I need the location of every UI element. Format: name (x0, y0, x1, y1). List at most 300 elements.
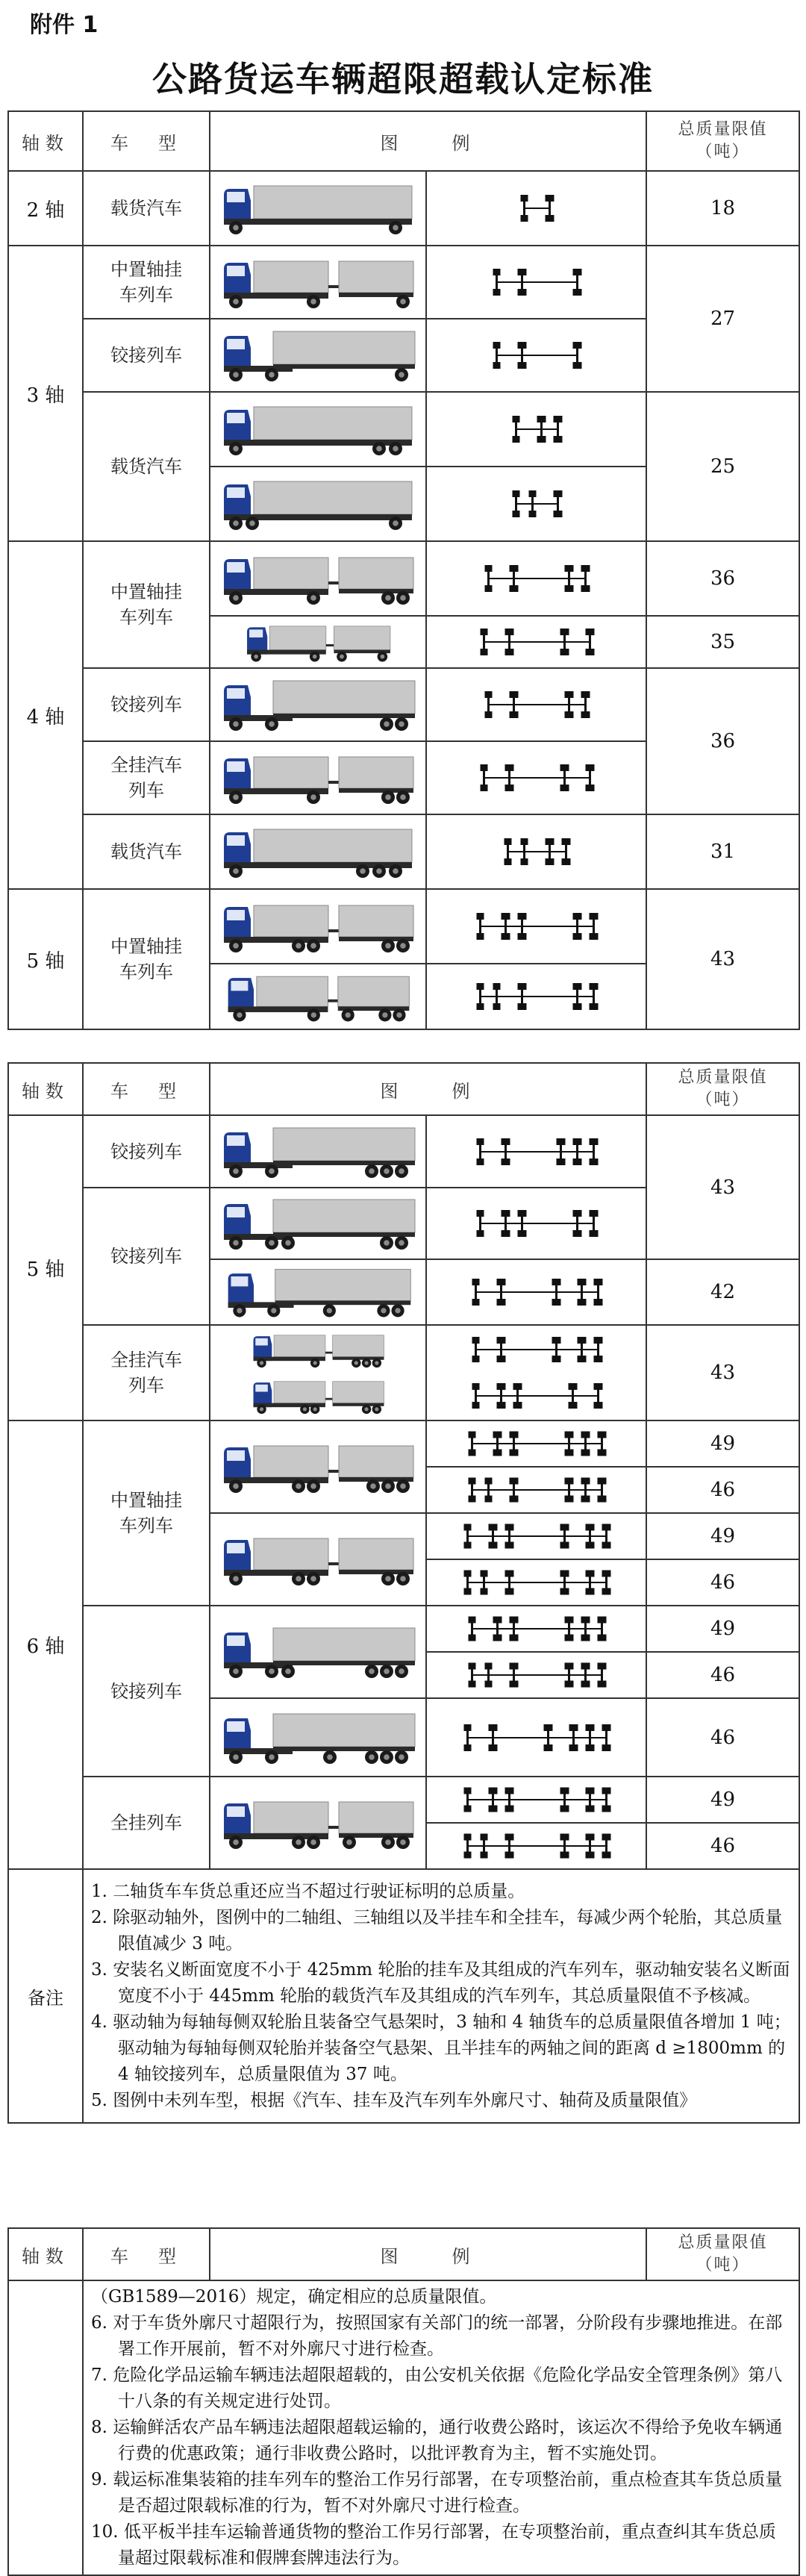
tire-mark (581, 1432, 590, 1438)
tire-mark (594, 1356, 603, 1362)
tire-mark (481, 1852, 488, 1859)
tire-mark (598, 1635, 607, 1641)
truck-image (210, 467, 426, 541)
vehicle (224, 905, 413, 952)
wheel-hub (296, 1483, 302, 1489)
tire-mark (505, 1588, 514, 1595)
axle-schematic (427, 1777, 647, 1822)
axle-schematic (427, 1700, 647, 1775)
trailer-frame (273, 1661, 415, 1665)
drawbar (326, 644, 334, 646)
tire-mark (578, 1279, 587, 1285)
wheel-hub (393, 520, 399, 526)
tire-mark (573, 1003, 582, 1010)
wheel-hub (385, 595, 391, 601)
axle-diagram (426, 1115, 646, 1188)
tire-mark (502, 1158, 510, 1165)
tire-mark (504, 838, 512, 845)
header-axle: 轴数 (8, 2228, 83, 2280)
tire-mark (552, 1279, 561, 1285)
type-full-trailer: 全挂汽车列车 (83, 1325, 210, 1420)
axle-diagram (426, 1325, 646, 1420)
trailer-box (333, 1335, 384, 1357)
wheel-hub (346, 1012, 351, 1017)
wheel-hub (285, 1240, 291, 1246)
limit-value: 25 (646, 392, 799, 541)
tire-mark (590, 1003, 599, 1010)
tire-mark (505, 1524, 514, 1531)
type-articulated: 铰接列车 (83, 1188, 210, 1325)
tire-mark (502, 1138, 510, 1145)
tire-mark (569, 1383, 578, 1390)
axle-diagram (426, 541, 646, 616)
truck-box (254, 757, 328, 788)
axle-schematic (427, 1260, 647, 1324)
vehicle-illustration (210, 617, 427, 667)
tire-mark (581, 1635, 590, 1641)
wheel-hub (360, 868, 366, 874)
vehicle-illustration (210, 246, 427, 318)
tire-mark (510, 1478, 519, 1485)
vehicle (224, 558, 413, 605)
standard-table-1 (7, 110, 800, 1030)
tire-mark (546, 858, 554, 865)
tire-mark (477, 983, 484, 990)
tire-mark (477, 913, 484, 920)
tire-mark (586, 785, 595, 791)
tire-mark (529, 490, 537, 497)
wheel-hub (381, 1308, 386, 1313)
tire-mark (481, 629, 488, 635)
tire-mark (477, 1230, 484, 1237)
tire-mark (464, 1588, 472, 1595)
truck-image (210, 1777, 426, 1869)
tire-mark (464, 1724, 472, 1731)
tire-mark (489, 1744, 498, 1751)
axle-5: 5 轴 (8, 1115, 83, 1420)
cab-window (227, 1207, 245, 1217)
tire-mark (505, 1788, 514, 1794)
tire-mark (537, 416, 546, 422)
vehicle-illustration (210, 172, 427, 244)
axle-schematic (427, 246, 647, 318)
truck-image (210, 1259, 426, 1325)
axle-schematic (427, 1514, 647, 1559)
tire-mark (565, 1617, 574, 1624)
tire-mark (573, 289, 582, 296)
tire-mark (546, 838, 554, 845)
wheel-hub (303, 1407, 307, 1411)
axle-schematic (427, 393, 647, 465)
tire-mark (602, 1852, 611, 1859)
type-articulated: 铰接列车 (83, 319, 210, 392)
limit-value: 46 (646, 1823, 799, 1869)
vehicle-illustration (210, 1373, 427, 1419)
axle-diagram (426, 392, 646, 467)
trailer-frame (273, 1232, 415, 1237)
wheel-hub (313, 1361, 317, 1365)
wheel-hub (340, 655, 344, 659)
tire-mark (602, 1788, 611, 1794)
axle-5: 5 轴 (8, 889, 83, 1029)
tire-mark (590, 983, 599, 990)
tire-mark (560, 1852, 569, 1859)
limit-value: 46 (646, 1559, 799, 1606)
wheel-hub (313, 655, 317, 659)
semi-trailer-box (273, 681, 415, 714)
tire-mark (602, 1542, 611, 1549)
tire-mark (569, 1724, 578, 1731)
tire-mark (518, 362, 527, 369)
tire-mark (554, 490, 563, 497)
note-item: 5. 图例中未列车型，根据《汽车、挂车及汽车列车外廓尺寸、轴荷及质量限值》 (91, 2090, 697, 2110)
tire-mark (586, 1852, 595, 1859)
tire-mark (552, 1356, 561, 1362)
wheel-hub (327, 1754, 333, 1760)
tire-mark (573, 362, 582, 369)
tire-mark (581, 565, 590, 572)
tire-mark (573, 1230, 582, 1237)
wheel-hub (269, 372, 275, 378)
tire-mark (598, 1617, 607, 1624)
wheel-hub (400, 299, 406, 305)
tire-mark (598, 1496, 607, 1503)
tire-mark (578, 1299, 587, 1306)
header-example: 图 例 (210, 111, 646, 171)
tire-mark (581, 1450, 590, 1456)
trailer-box (338, 976, 410, 1006)
wheel-hub (296, 943, 302, 949)
drawbar (325, 1398, 333, 1400)
truck-image (210, 1606, 426, 1698)
truck-box (257, 976, 328, 1006)
wheel-hub (254, 655, 258, 659)
truck-image (210, 1115, 426, 1188)
tire-mark (510, 1663, 519, 1670)
vehicle-illustration (210, 669, 427, 740)
tire-mark (469, 1478, 476, 1485)
tire-mark (521, 838, 528, 845)
tire-mark (518, 1210, 527, 1217)
wheel-hub (233, 446, 239, 452)
semi-trailer-box (275, 1269, 411, 1300)
truck-box (254, 905, 328, 937)
vehicle-illustration (210, 742, 427, 814)
wheel-hub (233, 721, 239, 727)
tire-mark (472, 1337, 480, 1344)
trailer-box (339, 1446, 413, 1477)
drawbar (325, 1352, 333, 1354)
wheel-hub (384, 1240, 390, 1246)
cab-window (227, 562, 245, 573)
truck-image (210, 964, 426, 1029)
axle-schematic (427, 543, 647, 614)
wheel-hub (310, 943, 316, 949)
wheel-hub (369, 1668, 375, 1674)
tire-mark (502, 933, 510, 940)
wheel-hub (233, 1240, 239, 1246)
tire-mark (562, 838, 571, 845)
cab-window (227, 266, 245, 276)
tire-mark (581, 691, 590, 698)
type-articulated: 铰接列车 (83, 668, 210, 741)
cab-window (227, 910, 245, 920)
tire-mark (594, 1402, 603, 1409)
cab-window (249, 629, 263, 637)
wheel-hub (376, 446, 382, 452)
axle-schematic (427, 468, 647, 540)
tire-mark (602, 1524, 611, 1531)
tire-mark (510, 691, 519, 698)
wheel-hub (233, 1168, 239, 1174)
tire-mark (505, 629, 514, 635)
cargo-box (254, 186, 412, 219)
truck-image (210, 171, 426, 246)
axle-diagram (426, 668, 646, 741)
tire-mark (586, 1724, 595, 1731)
tire-mark (565, 565, 574, 572)
wheel-hub (233, 943, 239, 949)
tire-mark (485, 711, 493, 718)
truck-image (210, 1325, 426, 1420)
tire-mark (586, 1834, 595, 1841)
tire-mark (565, 585, 574, 592)
tire-mark (518, 342, 527, 349)
cab-window (231, 1276, 248, 1286)
tire-mark (598, 1663, 607, 1670)
note-item: （GB1589—2016）规定，确定相应的总质量限值。 (91, 2287, 497, 2307)
wheel-hub (364, 1361, 368, 1365)
vehicle-illustration (210, 543, 427, 614)
note-item: 4. 驱动轴为每轴每侧双轮胎且装备空气悬架时，3 轴和 4 轴货车的总质量限值各增加 1 吨；驱动轴为每轴每侧双轮胎并装备空气悬架、且半挂车的两轴之间的距离 d ≥1800mm 的 4 轴铰接列车，总质量限值为 37 吨。 (91, 2012, 791, 2084)
tire-mark (497, 1337, 506, 1344)
wheel-hub (393, 225, 399, 231)
tire-mark (485, 1496, 493, 1503)
axle-schematic (427, 1468, 647, 1512)
tire-mark (510, 1496, 519, 1503)
note-item: 3. 安装名义断面宽度不小于 425mm 轮胎的挂车及其组成的汽车列车，驱动轴安装名义断面宽度不小于 445mm 轮胎的载货汽车及其组成的汽车列车，其总质量限值不予核减。 (91, 1959, 790, 2006)
header-type: 车 型 (83, 1063, 210, 1115)
truck-image (210, 668, 426, 741)
wheel-hub (296, 1839, 302, 1845)
tire-mark (565, 711, 574, 718)
wheel-hub (233, 595, 239, 601)
tire-mark (469, 1450, 476, 1456)
tire-mark (565, 1432, 574, 1438)
tire-mark (510, 1635, 519, 1641)
axle-diagram (426, 1606, 646, 1652)
wheel-hub (384, 1668, 390, 1674)
truck-image (210, 246, 426, 319)
wheel-hub (285, 1668, 291, 1674)
notes-label-empty (8, 2280, 83, 2575)
vehicle (224, 757, 413, 804)
axle-schematic (427, 172, 647, 244)
tire-mark (493, 1635, 502, 1641)
tire-mark (489, 1788, 498, 1794)
tire-mark (481, 649, 488, 655)
tire-mark (573, 1158, 582, 1165)
truck-box (254, 1538, 328, 1570)
tire-mark (477, 1003, 484, 1010)
wheel-hub (269, 1240, 275, 1246)
trailer-box (339, 261, 413, 293)
trailer-frame (275, 1300, 411, 1305)
wheel-hub (233, 1483, 239, 1489)
tire-mark (472, 1279, 480, 1285)
tire-mark (485, 585, 493, 592)
tire-mark (569, 1402, 578, 1409)
tire-mark (586, 1788, 595, 1794)
tire-mark (586, 1571, 595, 1577)
tire-mark (469, 1617, 476, 1624)
semi-trailer-box (273, 1714, 415, 1747)
truck-box (254, 1446, 328, 1477)
tire-mark (560, 1806, 569, 1812)
tire-mark (505, 1852, 514, 1859)
tire-mark (493, 983, 501, 990)
axle-6: 6 轴 (8, 1420, 83, 1869)
tire-mark (594, 1299, 603, 1306)
cab-window (227, 688, 245, 699)
axle-schematic (427, 1606, 647, 1651)
standard-table-3 (7, 2227, 800, 2576)
tire-mark (565, 1635, 574, 1641)
header-example: 图 例 (210, 2228, 646, 2280)
wheel-hub (296, 1576, 302, 1582)
limit-value: 49 (646, 1420, 799, 1467)
cab-window (227, 192, 245, 202)
vehicle (224, 681, 415, 731)
tire-mark (493, 289, 501, 296)
limit-value: 36 (646, 541, 799, 616)
wheel-hub (310, 299, 316, 305)
tire-mark (557, 1158, 566, 1165)
tire-mark (518, 289, 527, 296)
wheel-hub (399, 1240, 404, 1246)
tire-mark (544, 1724, 553, 1731)
tire-mark (594, 1279, 603, 1285)
wheel-hub (399, 721, 404, 727)
trailer-box (339, 558, 413, 589)
tire-mark (464, 1852, 472, 1859)
tire-mark (560, 649, 569, 655)
type-center-axle: 中置轴挂车列车 (83, 541, 210, 668)
type-full-trailer: 全挂列车 (83, 1777, 210, 1869)
tire-mark (510, 585, 519, 592)
wheel-hub (233, 1754, 239, 1760)
tire-mark (560, 1571, 569, 1577)
tire-mark (581, 1478, 590, 1485)
tire-mark (573, 269, 582, 275)
tire-mark (489, 1524, 498, 1531)
drawbar (328, 929, 339, 932)
wheel-hub (399, 1754, 404, 1760)
tire-mark (560, 764, 569, 771)
tire-mark (573, 1210, 582, 1217)
tire-mark (590, 1210, 599, 1217)
note-item: 10. 低平板半挂车运输普通货物的整治工作另行部署，在专项整治前，重点查纠其车货总质量超过限载标准和假牌套牌违法行为。 (91, 2522, 776, 2568)
axle-diagram (426, 741, 646, 814)
tire-mark (560, 629, 569, 635)
tire-mark (518, 1230, 527, 1237)
note-item: 7. 危险化学品运输车辆违法超限超载的，由公安机关依据《危险化学品安全管理条例》第八十八条的有关规定进行处罚。 (91, 2366, 783, 2411)
tire-mark (493, 269, 501, 275)
tire-mark (513, 416, 520, 422)
tire-mark (485, 565, 493, 572)
tire-mark (565, 691, 574, 698)
notes-label: 备注 (8, 1869, 83, 2123)
tire-mark (505, 1542, 514, 1549)
vehicle (224, 829, 412, 878)
vehicle (224, 1714, 415, 1764)
tire-mark (510, 1681, 519, 1688)
wheel-hub (382, 1012, 387, 1017)
truck-image (210, 319, 426, 392)
vehicle-illustration (210, 1778, 427, 1868)
tire-mark (521, 195, 528, 202)
cab-window (255, 1338, 268, 1346)
tire-mark (581, 585, 590, 592)
trailer-box (333, 1382, 384, 1403)
limit-value: 49 (646, 1777, 799, 1823)
tire-mark (565, 1496, 574, 1503)
tire-mark (562, 858, 571, 865)
tire-mark (505, 785, 514, 791)
tire-mark (590, 1230, 599, 1237)
wheel-hub (310, 794, 316, 800)
tire-mark (560, 1542, 569, 1549)
cab-window (227, 339, 245, 349)
semi-trailer-box (273, 1200, 415, 1232)
header-limit: 总质量限值 （吨） (646, 2228, 799, 2280)
tire-mark (554, 416, 563, 422)
wheel-hub (233, 1576, 239, 1582)
wheel-hub (384, 721, 390, 727)
vehicle (224, 1446, 413, 1493)
tire-mark (504, 858, 512, 865)
tire-mark (602, 1724, 611, 1731)
limit-value: 49 (646, 1606, 799, 1652)
wheel-hub (260, 1361, 263, 1365)
vehicle (224, 186, 412, 234)
wheel-hub (310, 595, 316, 601)
tire-mark (598, 1450, 607, 1456)
limit-value: 43 (646, 889, 799, 1029)
tire-mark (472, 1299, 480, 1306)
truck-image (210, 814, 426, 889)
tire-mark (505, 649, 514, 655)
tire-mark (573, 1138, 582, 1145)
vehicle (224, 1538, 413, 1585)
wheel-hub (369, 1168, 375, 1174)
trailer-box (339, 1538, 413, 1570)
type-articulated: 铰接列车 (83, 1606, 210, 1777)
tire-mark (560, 1834, 569, 1841)
tire-mark (489, 1724, 498, 1731)
tire-mark (513, 490, 520, 497)
trailer-box (339, 757, 413, 788)
tire-mark (510, 565, 519, 572)
limit-value: 27 (646, 246, 799, 392)
tire-mark (586, 629, 595, 635)
limit-value: 49 (646, 1513, 799, 1559)
wheel-hub (375, 1361, 378, 1365)
semi-trailer-box (273, 331, 415, 364)
note-item: 8. 运输鲜活农产品车辆违法超限超载运输的，通行收费公路时，该运次不得给予免收车辆通行费的优惠政策；通行非收费公路时，以批评教育为主，暂不实施处罚。 (91, 2418, 783, 2463)
type-center-axle: 中置轴挂车列车 (83, 246, 210, 319)
tire-mark (497, 1383, 506, 1390)
